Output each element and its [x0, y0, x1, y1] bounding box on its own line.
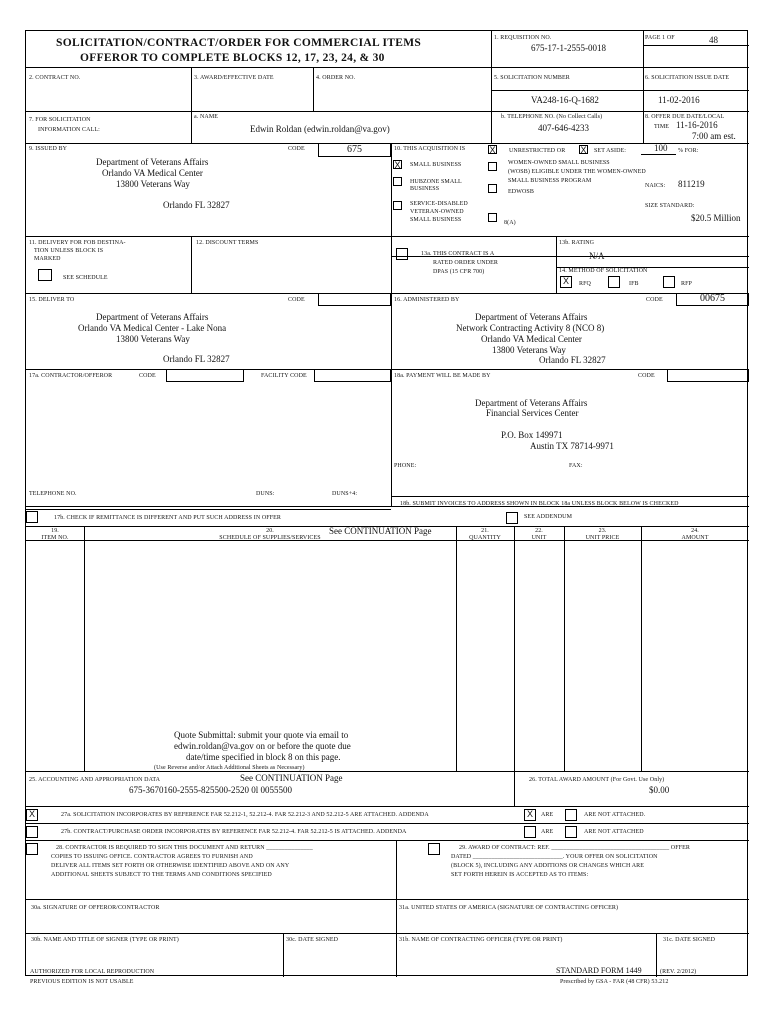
issued-by-line3: 13800 Veterans Way — [116, 179, 190, 189]
see-schedule-label: SEE SCHEDULE — [63, 275, 108, 281]
order-no-label: 4. ORDER NO. — [316, 75, 356, 81]
contract-no-label: 2. CONTRACT NO. — [29, 75, 81, 81]
contracting-officer-signature-label: 31a. UNITED STATES OF AMERICA (SIGNATURE OF CONTRACTING OFFICER) — [399, 905, 619, 911]
accounting-label: 25. ACCOUNTING AND APPROPRIATION DATA — [29, 777, 161, 783]
wosb-checkbox[interactable] — [488, 162, 497, 171]
clause-27b-are-not-label: ARE NOT ATTACHED — [584, 829, 644, 835]
offer-due-time-label: TIME — [654, 124, 670, 130]
page-total: 48 — [709, 35, 718, 45]
clause-27a-are-checkbox[interactable]: X — [524, 809, 536, 821]
delivery-fob-label-3: MARKED — [34, 256, 61, 262]
offer-due-label: 8. OFFER DUE DATE/LOCAL — [645, 114, 725, 120]
eight-a-checkbox[interactable] — [488, 213, 497, 222]
amount-header-number: 24. — [691, 528, 699, 534]
clause-28-checkbox[interactable] — [26, 843, 38, 855]
wosb-label-2: (WOSB) ELIGIBLE UNDER THE WOMEN-OWNED — [508, 169, 646, 175]
payment-label: 18a. PAYMENT WILL BE MADE BY — [394, 373, 491, 379]
payment-code-label: CODE — [638, 373, 655, 379]
clause-28-line3: DELIVER ALL ITEMS SET FORTH OR OTHERWISE IDENTIFIED ABOVE AND ON ANY — [51, 863, 290, 869]
remittance-checkbox[interactable] — [26, 511, 38, 523]
facility-code-label: FACILITY CODE — [261, 373, 307, 379]
sf1449-form — [25, 30, 748, 976]
administered-by-label: 16. ADMINISTERED BY — [394, 297, 460, 303]
solicitation-number-label: 5. SOLICITATION NUMBER — [494, 75, 570, 81]
solicitation-number-value[interactable]: VA248-16-Q-1682 — [531, 95, 599, 105]
contractor-label: 17a. CONTRACTOR/OFFEROR — [29, 373, 113, 379]
clause-27b-label: 27b. CONTRACT/PURCHASE ORDER INCORPORATES BY REFERENCE FAR 52.212-4. FAR 52.212-5 IS ATTACHED. ADDENDA — [61, 829, 407, 835]
award-date-label: 3. AWARD/EFFECTIVE DATE — [194, 75, 274, 81]
sdvosb-label-2: VETERAN-OWNED — [410, 209, 464, 215]
payment-line2: Financial Services Center — [486, 408, 579, 418]
rated-order-label-3: DPAS (15 CFR 700) — [433, 269, 485, 275]
amount-header: AMOUNT — [681, 535, 709, 541]
schedule-header: SCHEDULE OF SUPPLIES/SERVICES — [219, 535, 321, 541]
payment-line1: Department of Veterans Affairs — [475, 398, 588, 408]
set-aside-label: SET ASIDE: — [594, 148, 627, 154]
naics-value[interactable]: 811219 — [678, 179, 705, 189]
telephone-value[interactable]: 407-646-4233 — [538, 123, 589, 133]
deliver-to-line2: Orlando VA Medical Center - Lake Nona — [78, 323, 227, 333]
schedule-header-number: 20. — [266, 528, 274, 534]
deliver-to-line3: 13800 Veterans Way — [116, 334, 190, 344]
form-subtitle: OFFEROR TO COMPLETE BLOCKS 12, 17, 23, 24, & 30 — [80, 52, 385, 64]
administered-by-line2: Network Contracting Activity 8 (NCO 8) — [456, 323, 605, 333]
remittance-label: 17b. CHECK IF REMITTANCE IS DIFFERENT AND PUT SUCH ADDRESS IN OFFER — [54, 515, 282, 521]
page-label: PAGE 1 OF — [645, 35, 675, 41]
telephone-label: b. TELEPHONE NO. (No Collect Calls) — [501, 114, 603, 120]
footer-prescribed-by: Prescribed by GSA - FAR (48 CFR) 53.212 — [560, 979, 669, 985]
quantity-header-number: 21. — [481, 528, 489, 534]
wosb-label: WOMEN-OWNED SMALL BUSINESS — [508, 160, 610, 166]
ifb-checkbox[interactable] — [608, 276, 620, 288]
small-business-label: SMALL BUSINESS — [410, 162, 462, 168]
payment-phone-label: PHONE: — [394, 463, 417, 469]
ifb-label: IFB — [629, 281, 639, 287]
facility-code-field[interactable] — [314, 369, 391, 382]
set-aside-percent[interactable]: 100 — [654, 143, 668, 153]
clause-28-line1: 28. CONTRACTOR IS REQUIRED TO SIGN THIS DOCUMENT AND RETURN _______________ — [56, 845, 313, 851]
rfp-checkbox[interactable] — [663, 276, 675, 288]
payment-fax-label: FAX: — [569, 463, 583, 469]
issued-by-line1: Department of Veterans Affairs — [96, 157, 209, 167]
issued-by-code-label: CODE — [288, 146, 305, 152]
deliver-to-label: 15. DELIVER TO — [29, 297, 75, 303]
name-label: a. NAME — [194, 114, 219, 120]
wosb-label-3: SMALL BUSINESS PROGRAM — [508, 178, 592, 184]
unit-header-number: 22. — [535, 528, 543, 534]
issued-by-label: 9. ISSUED BY — [29, 146, 68, 152]
offer-due-time-value[interactable]: 7:00 am est. — [692, 131, 736, 141]
footer-revision: (REV. 2/2012) — [660, 969, 697, 975]
clause-29-line1: 29. AWARD OF CONTRACT: REF. ______________________________________ OFFER — [459, 845, 690, 851]
submit-invoices-label: 18b. SUBMIT INVOICES TO ADDRESS SHOWN IN BLOCK 18a UNLESS BLOCK BELOW IS CHECKED — [400, 501, 679, 507]
rfq-checkbox[interactable]: X — [560, 276, 572, 288]
discount-terms-label: 12. DISCOUNT TERMS — [196, 240, 259, 246]
contracting-officer-name-label: 31b. NAME OF CONTRACTING OFFICER (TYPE OR PRINT) — [399, 937, 563, 943]
accounting-value[interactable]: 675-3670160-2555-825500-2520 0l 0055500 — [129, 785, 292, 795]
total-award-value: $0.00 — [649, 785, 670, 795]
duns-label: DUNS: — [256, 491, 275, 497]
total-award-label: 26. TOTAL AWARD AMOUNT (For Govt. Use Only) — [529, 777, 665, 783]
size-standard-label: SIZE STANDARD: — [645, 203, 695, 209]
contractor-telephone-label: TELEPHONE NO. — [29, 491, 77, 497]
unit-price-header-number: 23. — [598, 528, 607, 534]
clause-28-line4: ADDITIONAL SHEETS SUBJECT TO THE TERMS AND CONDITIONS SPECIFIED — [51, 872, 272, 878]
clause-27b-are-checkbox[interactable] — [524, 826, 536, 838]
contractor-code-label: CODE — [139, 373, 156, 379]
rated-order-checkbox[interactable] — [396, 248, 408, 260]
set-aside-checkbox[interactable]: X — [580, 145, 587, 155]
form-title: SOLICITATION/CONTRACT/ORDER FOR COMMERCIAL ITEMS — [56, 37, 422, 49]
administered-by-code-label: CODE — [646, 297, 663, 303]
acquisition-label: 10. THIS ACQUISITION IS — [394, 146, 466, 152]
unrestricted-checkbox[interactable]: X — [489, 145, 496, 155]
footer-form-name: STANDARD FORM 1449 — [556, 966, 642, 975]
unit-price-header: UNIT PRICE — [585, 535, 620, 541]
issued-by-line4: Orlando FL 32827 — [163, 200, 230, 210]
administered-by-code-value[interactable]: 00675 — [676, 293, 749, 306]
rating-value[interactable]: N/A — [589, 251, 605, 261]
solicitation-issue-date-value[interactable]: 11-02-2016 — [658, 95, 700, 105]
solicitation-issue-date-label: 6. SOLICITATION ISSUE DATE — [645, 75, 730, 81]
schedule-see-continuation: See CONTINUATION Page — [329, 526, 432, 536]
info-call-label: 7. FOR SOLICITATION — [29, 117, 91, 123]
clause-28-line2: COPIES TO ISSUING OFFICE. CONTRACTOR AGREES TO FURNISH AND — [51, 854, 253, 860]
payment-line4: Austin TX 78714-9971 — [530, 441, 614, 451]
quote-submittal-line2: edwin.roldan@va.gov on or before the quote due — [174, 741, 351, 751]
contracting-officer-date-signed-label: 31c. DATE SIGNED — [663, 937, 716, 943]
duns-plus4-label: DUNS+4: — [332, 491, 358, 497]
item-no-header-number: 19. — [51, 528, 59, 534]
rfp-label: RFP — [681, 281, 692, 287]
item-no-header: ITEM NO. — [41, 535, 69, 541]
offer-due-date-value[interactable]: 11-16-2016 — [676, 120, 718, 130]
rated-order-label: 13a. THIS CONTRACT IS A — [421, 251, 495, 257]
clause-27b-are-not-checkbox[interactable] — [565, 826, 577, 838]
eight-a-label: 8(A) — [504, 220, 516, 226]
clause-27a-are-not-label: ARE NOT ATTACHED. — [584, 812, 646, 818]
clause-27a-label: 27a. SOLICITATION INCORPORATES BY REFERENCE FAR 52.212-1, 52.212-4. FAR 52.212-3 AND 52.212-5 ARE ATTACHED. ADDENDA — [61, 812, 429, 818]
deliver-to-code-field[interactable] — [318, 293, 391, 306]
rated-order-label-2: RATED ORDER UNDER — [433, 260, 499, 266]
sdvosb-checkbox[interactable] — [393, 201, 402, 210]
info-call-label-2: INFORMATION CALL: — [38, 127, 100, 133]
see-addendum-checkbox[interactable] — [506, 512, 518, 524]
method-of-solicitation-label: 14. METHOD OF SOLICITATION — [559, 268, 648, 274]
accounting-see-continuation: See CONTINUATION Page — [240, 773, 343, 783]
issued-by-code-value[interactable]: 675 — [318, 144, 391, 157]
issued-by-line2: Orlando VA Medical Center — [102, 168, 203, 178]
payment-line3: P.O. Box 149971 — [501, 430, 563, 440]
rfq-label: RFQ — [579, 281, 591, 287]
see-addendum-label: SEE ADDENDUM — [524, 514, 573, 520]
quote-submittal-line1: Quote Submittal: submit your quote via email to — [174, 730, 349, 740]
administered-by-line1: Department of Veterans Affairs — [475, 312, 588, 322]
administered-by-line5: Orlando FL 32827 — [539, 355, 606, 365]
clause-27b-checkbox[interactable] — [26, 826, 38, 838]
clause-27b-are-label: ARE — [541, 829, 554, 835]
rating-label: 13b. RATING — [559, 240, 595, 246]
signer-name-label: 30b. NAME AND TITLE OF SIGNER (TYPE OR PRINT) — [31, 937, 179, 943]
delivery-fob-label-2: TION UNLESS BLOCK IS — [34, 248, 104, 254]
unrestricted-label: UNRESTRICTED OR — [509, 148, 566, 154]
quote-submittal-line3: date/time specified in block 8 on this page. — [186, 752, 341, 762]
sdvosb-label: SERVICE-DISABLED — [410, 201, 468, 207]
contact-name-value[interactable]: Edwin Roldan (edwin.roldan@va.gov) — [250, 124, 390, 134]
deliver-to-line4: Orlando FL 32827 — [163, 354, 230, 364]
unit-header: UNIT — [531, 535, 547, 541]
delivery-fob-label: 11. DELIVERY FOR FOB DESTINA- — [29, 240, 126, 246]
clause-27a-are-label: ARE — [541, 812, 554, 818]
contractor-code-field[interactable] — [166, 369, 244, 382]
size-standard-value[interactable]: $20.5 Million — [691, 213, 741, 223]
small-business-checkbox[interactable]: X — [394, 160, 401, 170]
naics-label: NAICS: — [645, 183, 666, 189]
requisition-value[interactable]: 675-17-1-2555-0018 — [531, 43, 606, 53]
clause-27a-are-not-checkbox[interactable] — [565, 809, 577, 821]
offeror-signature-label: 30a. SIGNATURE OF OFFEROR/CONTRACTOR — [31, 905, 160, 911]
clause-29-line3: (BLOCK 5), INCLUDING ANY ADDITIONS OR CHANGES WHICH ARE — [451, 863, 644, 869]
clause-29-line4: SET FORTH HEREIN IS ACCEPTED AS TO ITEMS: — [451, 872, 589, 878]
requisition-label: 1. REQUISITION NO. — [494, 35, 552, 41]
administered-by-line4: 13800 Veterans Way — [492, 345, 566, 355]
hubzone-label-2: BUSINESS — [410, 186, 440, 192]
deliver-to-line1: Department of Veterans Affairs — [96, 312, 209, 322]
hubzone-label: HUBZONE SMALL — [410, 179, 462, 185]
edwosb-label: EDWOSB — [508, 189, 534, 195]
clause-27a-checkbox[interactable]: X — [26, 809, 38, 821]
deliver-to-code-label: CODE — [288, 297, 305, 303]
quantity-header: QUANTITY — [469, 535, 501, 541]
reverse-note: (Use Reverse and/or Attach Additional Sheets as Necessary) — [154, 765, 305, 771]
see-schedule-checkbox[interactable] — [38, 269, 52, 281]
administered-by-line3: Orlando VA Medical Center — [481, 334, 582, 344]
footer-authorized: AUTHORIZED FOR LOCAL REPRODUCTION — [30, 969, 155, 975]
sdvosb-label-3: SMALL BUSINESS — [410, 217, 462, 223]
footer-previous-edition: PREVIOUS EDITION IS NOT USABLE — [30, 979, 134, 985]
offeror-date-signed-label: 30c. DATE SIGNED — [286, 937, 339, 943]
hubzone-checkbox[interactable] — [393, 177, 402, 186]
clause-29-checkbox[interactable] — [428, 843, 440, 855]
clause-29-line2: DATED _____________________________. YOUR OFFER ON SOLICITATION — [451, 854, 658, 860]
percent-for-label: % FOR: — [678, 148, 699, 154]
payment-code-field[interactable] — [667, 369, 749, 382]
edwosb-checkbox[interactable] — [488, 184, 497, 193]
